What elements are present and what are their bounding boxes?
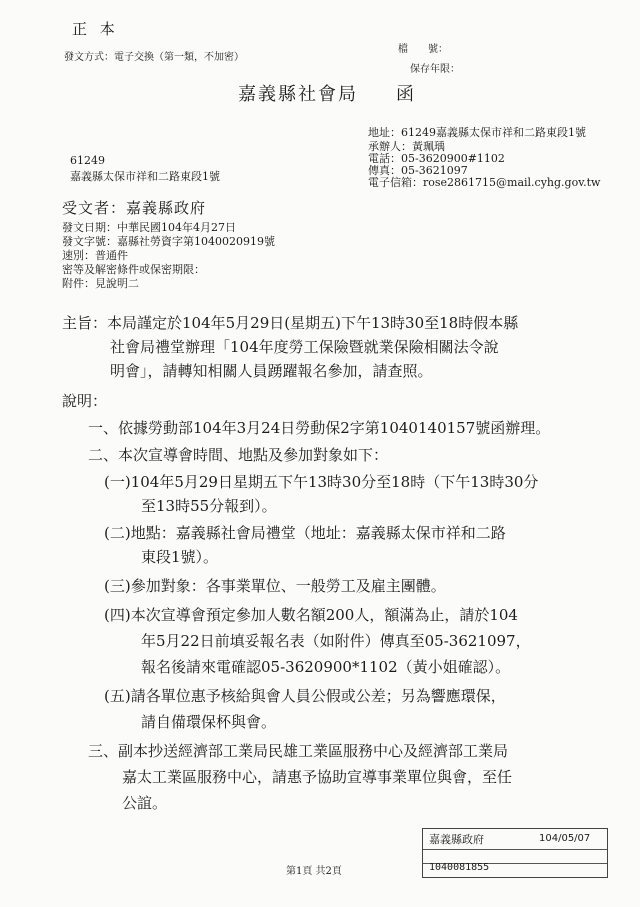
recipient: 受文者：嘉義縣政府: [62, 199, 207, 217]
stamp-org: 嘉義縣政府: [429, 833, 484, 846]
contact-email: 電子信箱：rose2861715@mail.cyhg.gov.tw: [368, 176, 601, 189]
document-number: 發文字號：嘉縣社勞資字第1040020919號: [62, 235, 275, 248]
explanation-sub-5-line-2: 請自備環保杯與會。: [141, 713, 277, 731]
document-title-org: 嘉義縣社會局: [238, 84, 358, 105]
explanation-sub-2-line-2: 東段1號）。: [141, 548, 219, 566]
explanation-sub-1-line-2: 至13時55分報到）。: [141, 497, 277, 515]
document-title-type: 函: [396, 84, 414, 105]
explanation-sub-1-line-1: (一)104年5月29日星期五下午13時30分至18時（下午13時30分: [104, 473, 539, 491]
explanation-item-2: 二、本次宣導會時間、地點及參加對象如下：: [88, 446, 389, 464]
speed: 速別：普通件: [62, 249, 128, 262]
file-number-label: 檔 號：: [398, 44, 448, 55]
explanation-item-3-line-3: 公誼。: [122, 794, 168, 812]
recipient-zip: 61249: [70, 154, 105, 167]
copy-mark: 正 本: [72, 20, 119, 38]
secrecy: 密等及解密條件或保密期限：: [62, 263, 205, 276]
explanation-label: 說明：: [62, 392, 108, 410]
contact-fax: 傳真：05-3621097: [368, 164, 468, 177]
explanation-sub-4-line-3: 報名後請來電確認05-3620900*1102（黃小姐確認）。: [141, 658, 511, 676]
stamp-divider: [423, 849, 607, 850]
explanation-item-1: 一、依據勞動部104年3月24日勞動保2字第1040140157號函辦理。: [88, 419, 551, 437]
explanation-sub-4-line-1: (四)本次宣導會預定參加人數名額200人，額滿為止，請於104: [104, 606, 518, 624]
explanation-item-3-line-2: 嘉太工業區服務中心，請惠予協助宣導事業單位與會，至任: [122, 768, 513, 786]
explanation-sub-4-line-2: 年5月22日前填妥報名表（如附件）傳真至05-3621097，: [141, 632, 531, 650]
recipient-address: 嘉義縣太保市祥和二路東段1號: [70, 170, 220, 183]
contact-handler: 承辦人：黃珮瑀: [368, 140, 445, 153]
issue-date: 發文日期：中華民國104年4月27日: [62, 221, 236, 234]
explanation-item-3-line-1: 三、副本抄送經濟部工業局民雄工業區服務中心及經濟部工業局: [88, 742, 509, 760]
page-number: 第1頁 共2頁: [286, 866, 342, 877]
attachment: 附件：見說明二: [62, 277, 139, 290]
stamp-date: 104/05/07: [539, 833, 591, 844]
receipt-stamp: [422, 828, 608, 878]
subject-line-1: 主旨：本局謹定於104年5月29日(星期五)下午13時30至18時假本縣: [62, 314, 519, 332]
retention-label: 保存年限：: [410, 64, 460, 75]
contact-address: 地址：61249嘉義縣太保市祥和二路東段1號: [368, 126, 586, 139]
explanation-sub-5-line-1: (五)請各單位惠予核給與會人員公假或公差；另為響應環保，: [104, 687, 506, 705]
contact-phone: 電話：05-3620900#1102: [368, 152, 505, 165]
explanation-sub-3: (三)參加對象：各事業單位、一般勞工及雇主團體。: [104, 577, 446, 595]
send-method: 發文方式：電子交換（第一類，不加密）: [64, 52, 244, 63]
stamp-number: 1040081855: [429, 862, 490, 873]
subject-line-3: 明會」，請轉知相關人員踴躍報名參加，請查照。: [110, 362, 433, 380]
subject-line-2: 社會局禮堂辦理「104年度勞工保險暨就業保險相關法令說: [110, 338, 499, 356]
explanation-sub-2-line-1: (二)地點：嘉義縣社會局禮堂（地址：嘉義縣太保市祥和二路: [104, 524, 506, 542]
